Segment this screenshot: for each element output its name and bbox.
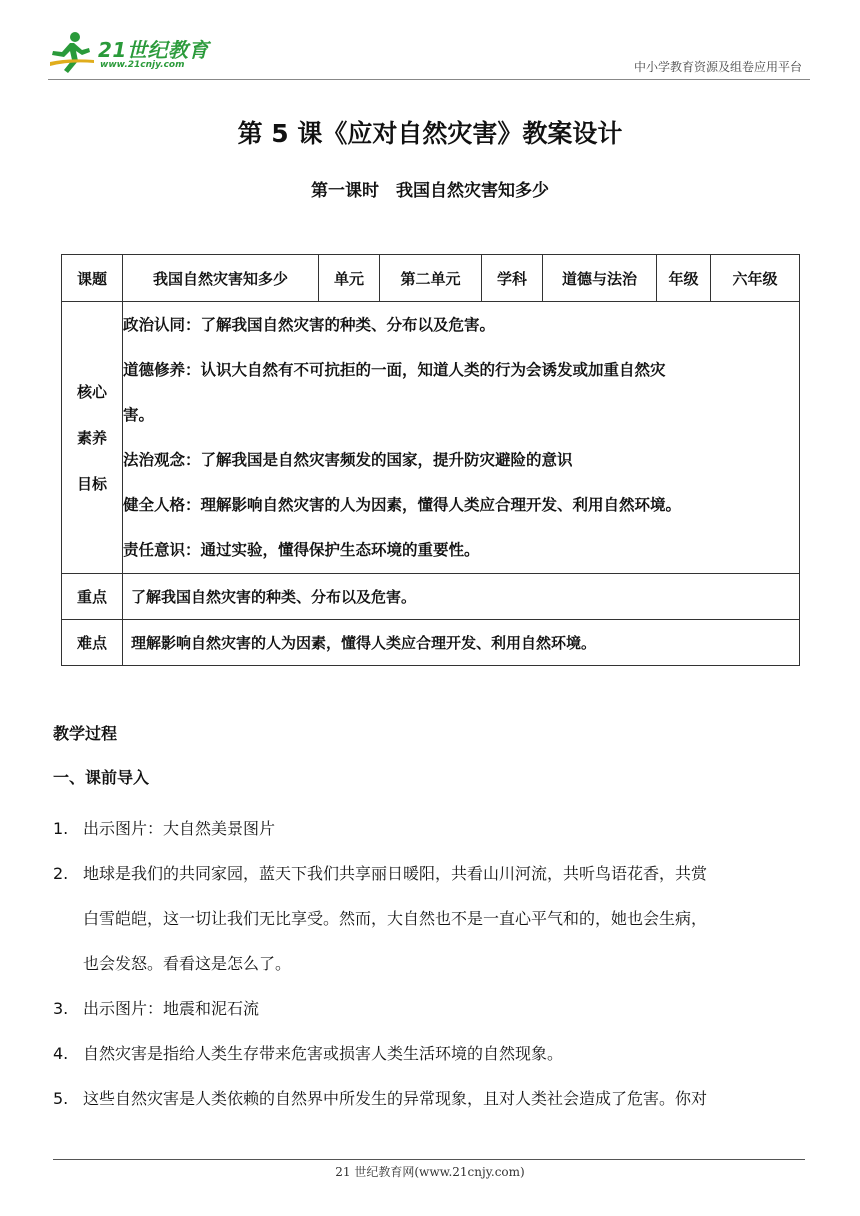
document-subtitle: 第一课时 我国自然灾害知多少 (311, 181, 549, 201)
item-number: 1. (53, 819, 69, 838)
list-item (53, 851, 813, 986)
grade-label: 年级 (657, 255, 711, 302)
item-number: 4. (53, 1044, 69, 1063)
topic-label: 课题 (62, 255, 123, 302)
item-text: 地球是我们的共同家园，蓝天下我们共享丽日暖阳，共看山川河流，共听鸟语花香，共赏 (83, 864, 708, 883)
list-item (53, 1031, 813, 1076)
process-heading: 教学过程 (53, 724, 118, 743)
step-list (53, 806, 813, 1121)
core-label-line: 核心 (76, 382, 107, 401)
key-point-value: 了解我国自然灾害的种类、分布以及危害。 (123, 574, 800, 620)
item-number: 5. (53, 1089, 69, 1108)
item-text: 也会发怒。看看这是怎么了。 (83, 954, 292, 973)
unit-label: 单元 (319, 255, 380, 302)
goal-moral: 道德修养：认识大自然有不可抗拒的一面，知道人类的行为会诱发或加重自然灾 (123, 360, 666, 379)
table-row (62, 620, 800, 666)
footer-divider (53, 1159, 805, 1160)
item-text: 白雪皑皑，这一切让我们无比享受。然而，大自然也不是一直心平气和的，她也会生病， (83, 909, 708, 928)
page-header (0, 0, 860, 82)
goal-responsibility: 责任意识：通过实验，懂得保护生态环境的重要性。 (123, 540, 480, 559)
topic-value: 我国自然灾害知多少 (123, 255, 319, 302)
core-goals-content (123, 302, 800, 574)
item-number: 2. (53, 864, 69, 883)
item-text: 出示图片：地震和泥石流 (83, 999, 260, 1018)
goal-moral-continued: 害。 (123, 405, 155, 424)
item-text: 自然灾害是指给人类生存带来危害或损害人类生活环境的自然现象。 (83, 1044, 564, 1063)
goal-legal: 法治观念：了解我国是自然灾害频发的国家，提升防灾避险的意识 (123, 450, 573, 469)
runner-logo-icon (48, 30, 96, 74)
unit-value: 第二单元 (380, 255, 482, 302)
goal-political: 政治认同：了解我国自然灾害的种类、分布以及危害。 (123, 315, 496, 334)
goal-personality: 健全人格：理解影响自然灾害的人为因素，懂得人类应合理开发、利用自然环境。 (123, 495, 682, 514)
logo-main-text: 21世纪教育 (98, 38, 209, 62)
teaching-process (53, 718, 813, 1121)
core-label-line: 素养 (76, 428, 107, 447)
site-logo[interactable] (48, 30, 218, 78)
footer-link[interactable]: 21 世纪教育网(www.21cnjy.com) (335, 1165, 525, 1179)
list-item (53, 806, 813, 851)
table-row (62, 302, 800, 574)
key-point-label: 重点 (62, 574, 123, 620)
grade-value: 六年级 (711, 255, 800, 302)
subject-label: 学科 (482, 255, 543, 302)
section-heading: 一、课前导入 (53, 768, 150, 787)
item-text: 这些自然灾害是人类依赖的自然界中所发生的异常现象，且对人类社会造成了危害。你对 (83, 1089, 708, 1108)
document-title: 第 5 课《应对自然灾害》教案设计 (237, 119, 623, 148)
lesson-info-table (61, 254, 800, 666)
subject-value: 道德与法治 (543, 255, 657, 302)
logo-url-text: www.21cnjy.com (100, 60, 185, 70)
table-row (62, 255, 800, 302)
core-label-line: 目标 (76, 474, 107, 493)
difficulty-label: 难点 (62, 620, 123, 666)
item-text: 出示图片：大自然美景图片 (83, 819, 276, 838)
core-goals-label (62, 302, 123, 574)
item-number: 3. (53, 999, 69, 1018)
difficulty-value: 理解影响自然灾害的人为因素，懂得人类应合理开发、利用自然环境。 (123, 620, 800, 666)
platform-tagline: 中小学教育资源及组卷应用平台 (633, 60, 802, 74)
list-item (53, 986, 813, 1031)
table-row (62, 574, 800, 620)
header-divider (48, 79, 810, 80)
list-item (53, 1076, 813, 1121)
